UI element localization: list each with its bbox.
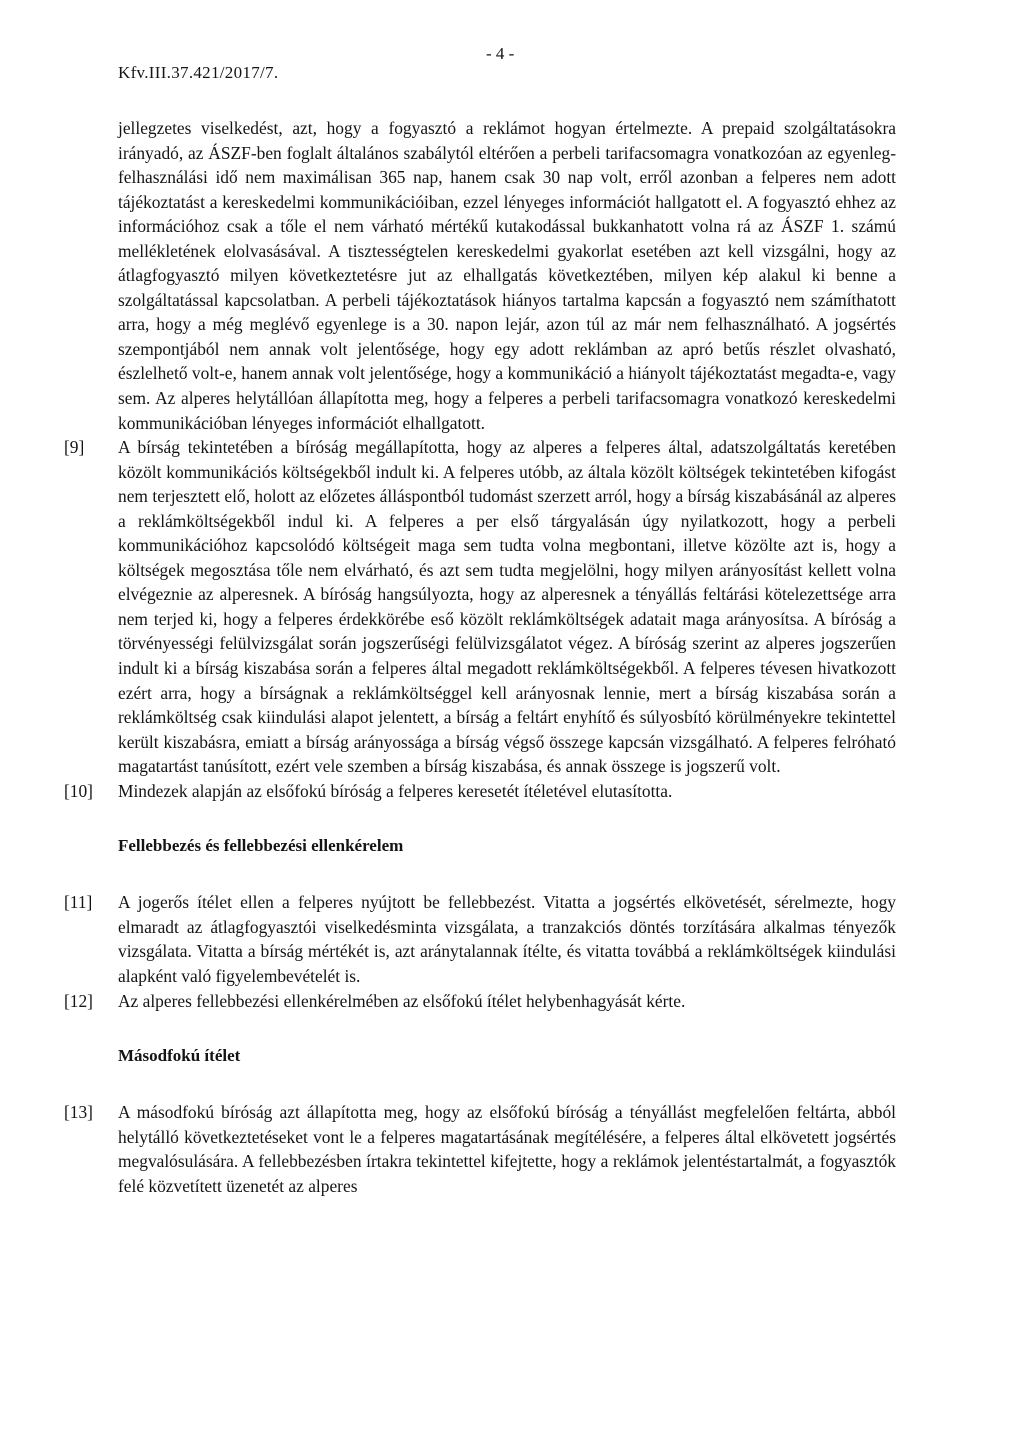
case-number: Kfv.III.37.421/2017/7.	[118, 63, 279, 82]
paragraph-text: Az alperes fellebbezési ellenkérelmében az elsőfokú ítélet helybenhagyását kérte.	[118, 990, 686, 1011]
paragraph-text: Mindezek alapján az elsőfokú bíróság a felperes keresetét ítéletével elutasította.	[118, 780, 673, 801]
paragraph-9	[64, 435, 896, 779]
paragraph-8-continued: jellegzetes viselkedést, azt, hogy a fogyasztó a reklámot hogyan értelmezte. A prepaid szolgáltatásokra irányadó, az ÁSZF-ben foglalt általános szabálytól eltérően a perbeli tarifacsomagra vonatkozóan az egyenleg-felhasználási idő nem maximálisan 365 nap, hanem csak 30 nap volt, erről azonban a felperes nem adott tájékoztatást a kereskedelmi kommunikációiban, ezzel lényeges információt hallgatott el. A fogyasztó ehhez az információhoz csak a tőle el nem várható mértékű kutakodással bukkanhatott volna rá az ÁSZF 1. számú mellékletének elolvasásával. A tisztességtelen kereskedelmi gyakorlat esetében azt kell vizsgálni, hogy az átlagfogyasztó milyen következtetésre jut az elhallgatás következtében, milyen kép alakul ki benne a szolgáltatással kapcsolatban. A perbeli tájékoztatások hiányos tartalma kapcsán a fogyasztó nem számíthatott arra, hogy a még meglévő egyenlege is a 30. napon lejár, azon túl az már nem felhasználható. A jogsértés szempontjából nem annak volt jelentősége, hogy egy adott reklámban az apró betűs részlet olvasható, észlelhető volt-e, hanem annak volt jelentősége, hogy a kommunikáció a hiányolt tájékoztatást megadta-e, vagy sem. Az alperes helytállóan állapította meg, hogy a felperes a perbeli tarifacsomagra vonatkozó kereskedelmi kommunikációban lényeges információt elhallgatott.	[118, 118, 896, 433]
paragraph-number: [9]	[64, 437, 85, 458]
paragraph-number: [11]	[64, 892, 93, 913]
paragraph-12	[64, 989, 896, 1014]
section-heading-appeal: Fellebbezés és fellebbezési ellenkérelem	[118, 836, 404, 856]
page-number: - 4 -	[486, 44, 515, 63]
paragraph-text: A másodfokú bíróság azt állapította meg, hogy az elsőfokú bíróság a tényállást megfelelően feltárta, abból helytálló következtetéseket vont le a felperes magatartásának megítélésére, a felperes által elkövetett jogsértés megvalósulására. A fellebbezésben írtakra tekintettel kifejtette, hogy a reklámok jelentéstartalmát, a fogyasztók felé közvetített üzenetét az alperes	[118, 1102, 896, 1196]
paragraph-text: A bírság tekintetében a bíróság megállapította, hogy az alperes a felperes által, adatszolgáltatás keretében közölt kommunikációs költségekből indult ki. A felperes utóbb, az általa közölt költségek tekintetében kifogást nem terjesztett elő, holott az előzetes álláspontból tudomást szerzett arról, hogy a bírság kiszabásánál az alperes a reklámköltségekből indul ki. A felperes a per első tárgyalásán úgy nyilatkozott, hogy a perbeli kommunikációhoz kapcsolódó költségeit maga sem tudta volna megbontani, illetve közölte azt is, hogy a költségek megosztása tőle nem elvárható, és azt sem tudta megjelölni, hogy milyen arányosítást kellett volna elvégeznie az alperesnek. A bíróság hangsúlyozta, hogy az alperesnek a tényállás feltárási kötelezettsége arra nem terjed ki, hogy a felperes érdekkörébe eső közölt reklámköltségek adatait maga arányosítsa. A bíróság a törvényességi felülvizsgálat során jogszerűségi felülvizsgálatot végez. A bíróság szerint az alperes jogszerűen indult ki a bírság kiszabása során a felperes által megadott reklámköltségekből. A felperes tévesen hivatkozott ezért arra, hogy a bírságnak a reklámköltséggel kell arányosnak lennie, mert a bírság kiszabása során a reklámköltség csak kiindulási alapot jelentett, a bírság a feltárt enyhítő és súlyosbító körülményekre tekintettel került kiszabásra, emiatt a bírság arányossága a bírság végső összege kapcsán vizsgálható. A felperes felróható magatartást tanúsított, ezért vele szemben a bírság kiszabása, és annak összege is jogszerű volt.	[118, 437, 896, 777]
paragraph-11	[64, 890, 896, 988]
paragraph-number: [10]	[64, 780, 93, 801]
paragraph-number: [13]	[64, 1102, 93, 1123]
paragraph-text: A jogerős ítélet ellen a felperes nyújtott be fellebbezést. Vitatta a jogsértés elkövetését, sérelmezte, hogy elmaradt az átlagfogyasztói viselkedésminta vizsgálata, a tranzakciós döntés torzítására alkalmas tényezők vizsgálata. Vitatta a bírság mértékét is, azt aránytalannak ítélte, és vitatta továbbá a reklámköltségek kiindulási alapként való figyelembevételét is.	[118, 892, 896, 986]
document-body	[0, 116, 1024, 1198]
paragraph-number: [12]	[64, 990, 93, 1011]
paragraph-13	[64, 1100, 896, 1198]
section-heading-second-instance: Másodfokú ítélet	[118, 1046, 241, 1066]
paragraph-10	[64, 779, 896, 804]
